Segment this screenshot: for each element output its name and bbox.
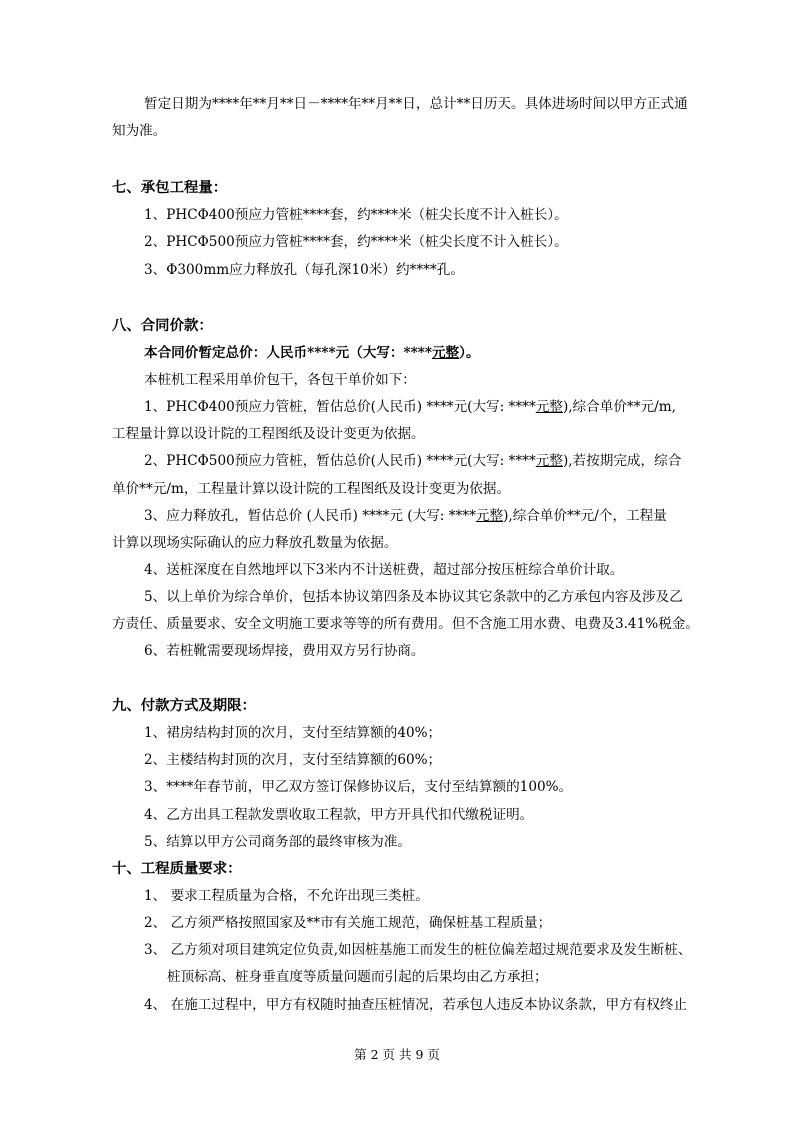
s8-item-3-text: 3、应力释放孔，暂估总价 (人民币) ****元 (大写: **** — [144, 508, 476, 524]
s8-item-5: 5、以上单价为综合单价，包括本协议第四条及本协议其它条款中的乙方承包内容及涉及乙 — [144, 589, 683, 605]
page-number-footer: 第 2 页 共 9 页 — [354, 1047, 440, 1062]
s7-item-2: 2、PHCΦ500预应力管桩****套，约****米（桩尖长度不计入桩长）。 — [144, 234, 568, 250]
s8-item-1-end: ),综合单价**元/m, — [562, 399, 676, 415]
s8-item-3 — [144, 507, 667, 525]
s10-item-3: 3、 乙方须对项目建筑定位负责,如因桩基施工而发生的桩位偏差超过规范要求及发生断桩、 — [144, 942, 692, 958]
section-7-title: 七、承包工程量： — [112, 179, 228, 196]
section-8-title: 八、合同价款： — [112, 317, 213, 334]
s8-item-1-text: 1、PHCΦ400预应力管桩，暂估总价(人民币) ****元(大写: **** — [144, 399, 536, 415]
s9-item-2: 2、主楼结构封顶的次月，支付至结算额的60%； — [144, 752, 442, 768]
s9-item-1: 1、裙房结构封顶的次月，支付至结算额的40%； — [144, 725, 442, 741]
s7-item-1: 1、PHCΦ400预应力管桩****套，约****米（桩尖长度不计入桩长）。 — [144, 207, 568, 223]
s8-item-4: 4、送桩深度在自然地坪以下3米内不计送桩费，超过部分按压桩综合单价计取。 — [144, 562, 624, 578]
s8-item-3-end: ),综合单价**元/个，工程量 — [503, 508, 667, 524]
intro-line-2: 知为准。 — [112, 123, 167, 139]
s8-item-1-cont: 工程量计算以设计院的工程图纸及设计变更为依据。 — [112, 426, 425, 442]
s8-item-5-cont: 方责任、质量要求、安全文明施工要求等等的所有费用。但不含施工用水费、电费及3.41%税金。 — [112, 616, 699, 632]
s8-item-2-end: ),若按期完成，综合 — [562, 453, 682, 469]
s9-item-5: 5、结算以甲方公司商务部的最终审核为准。 — [144, 834, 411, 850]
s8-total-text: 本合同价暂定总价：人民币****元（大写：**** — [144, 345, 432, 361]
s8-item-3-cont: 计算以现场实际确认的应力释放孔数量为依据。 — [112, 535, 398, 551]
s8-item-2-cont: 单价**元/m，工程量计算以设计院的工程图纸及设计变更为依据。 — [112, 481, 511, 497]
section-10-title: 十、工程质量要求： — [112, 860, 242, 877]
s8-total-end: ）。 — [459, 345, 480, 361]
s8-item-1 — [144, 398, 676, 416]
s8-item-2-text: 2、PHCΦ500预应力管桩，暂估总价(人民币) ****元(大写: **** — [144, 453, 536, 469]
s10-item-2: 2、 乙方须严格按照国家及**市有关施工规范，确保桩基工程质量； — [144, 915, 552, 931]
s8-total-underline: 元整 — [431, 345, 460, 361]
s10-item-1: 1、 要求工程质量为合格，不允许出现三类桩。 — [144, 888, 429, 904]
s8-item-2 — [144, 452, 681, 470]
intro-line-1: 暂定日期为****年**月**日－****年**月**日，总计**日历天。具体进场时间以甲方正式通 — [144, 96, 688, 112]
s8-total-price — [144, 344, 480, 362]
s8-item-3-underline: 元整 — [475, 508, 504, 524]
s7-item-3: 3、Φ300mm应力释放孔（每孔深10米）约****孔。 — [144, 262, 464, 278]
s8-item-1-underline: 元整 — [535, 399, 563, 415]
section-9-title: 九、付款方式及期限： — [112, 697, 256, 714]
s8-item-6: 6、若桩靴需要现场焊接，费用双方另行协商。 — [144, 643, 425, 659]
s8-item-2-underline: 元整 — [535, 453, 563, 469]
s9-item-4: 4、乙方出具工程款发票收取工程款，甲方开具代扣代缴税证明。 — [144, 807, 534, 823]
s10-item-3-cont: 桩顶标高、桩身垂直度等质量问题而引起的后果均由乙方承担； — [167, 969, 548, 985]
s8-intro: 本桩机工程采用单价包干，各包干单价如下： — [144, 372, 416, 388]
s9-item-3: 3、****年春节前，甲乙双方签订保修协议后，支付至结算额的100%。 — [144, 779, 573, 795]
s10-item-4: 4、 在施工过程中，甲方有权随时抽查压桩情况，若承包人违反本协议条款，甲方有权终止 — [144, 997, 688, 1013]
